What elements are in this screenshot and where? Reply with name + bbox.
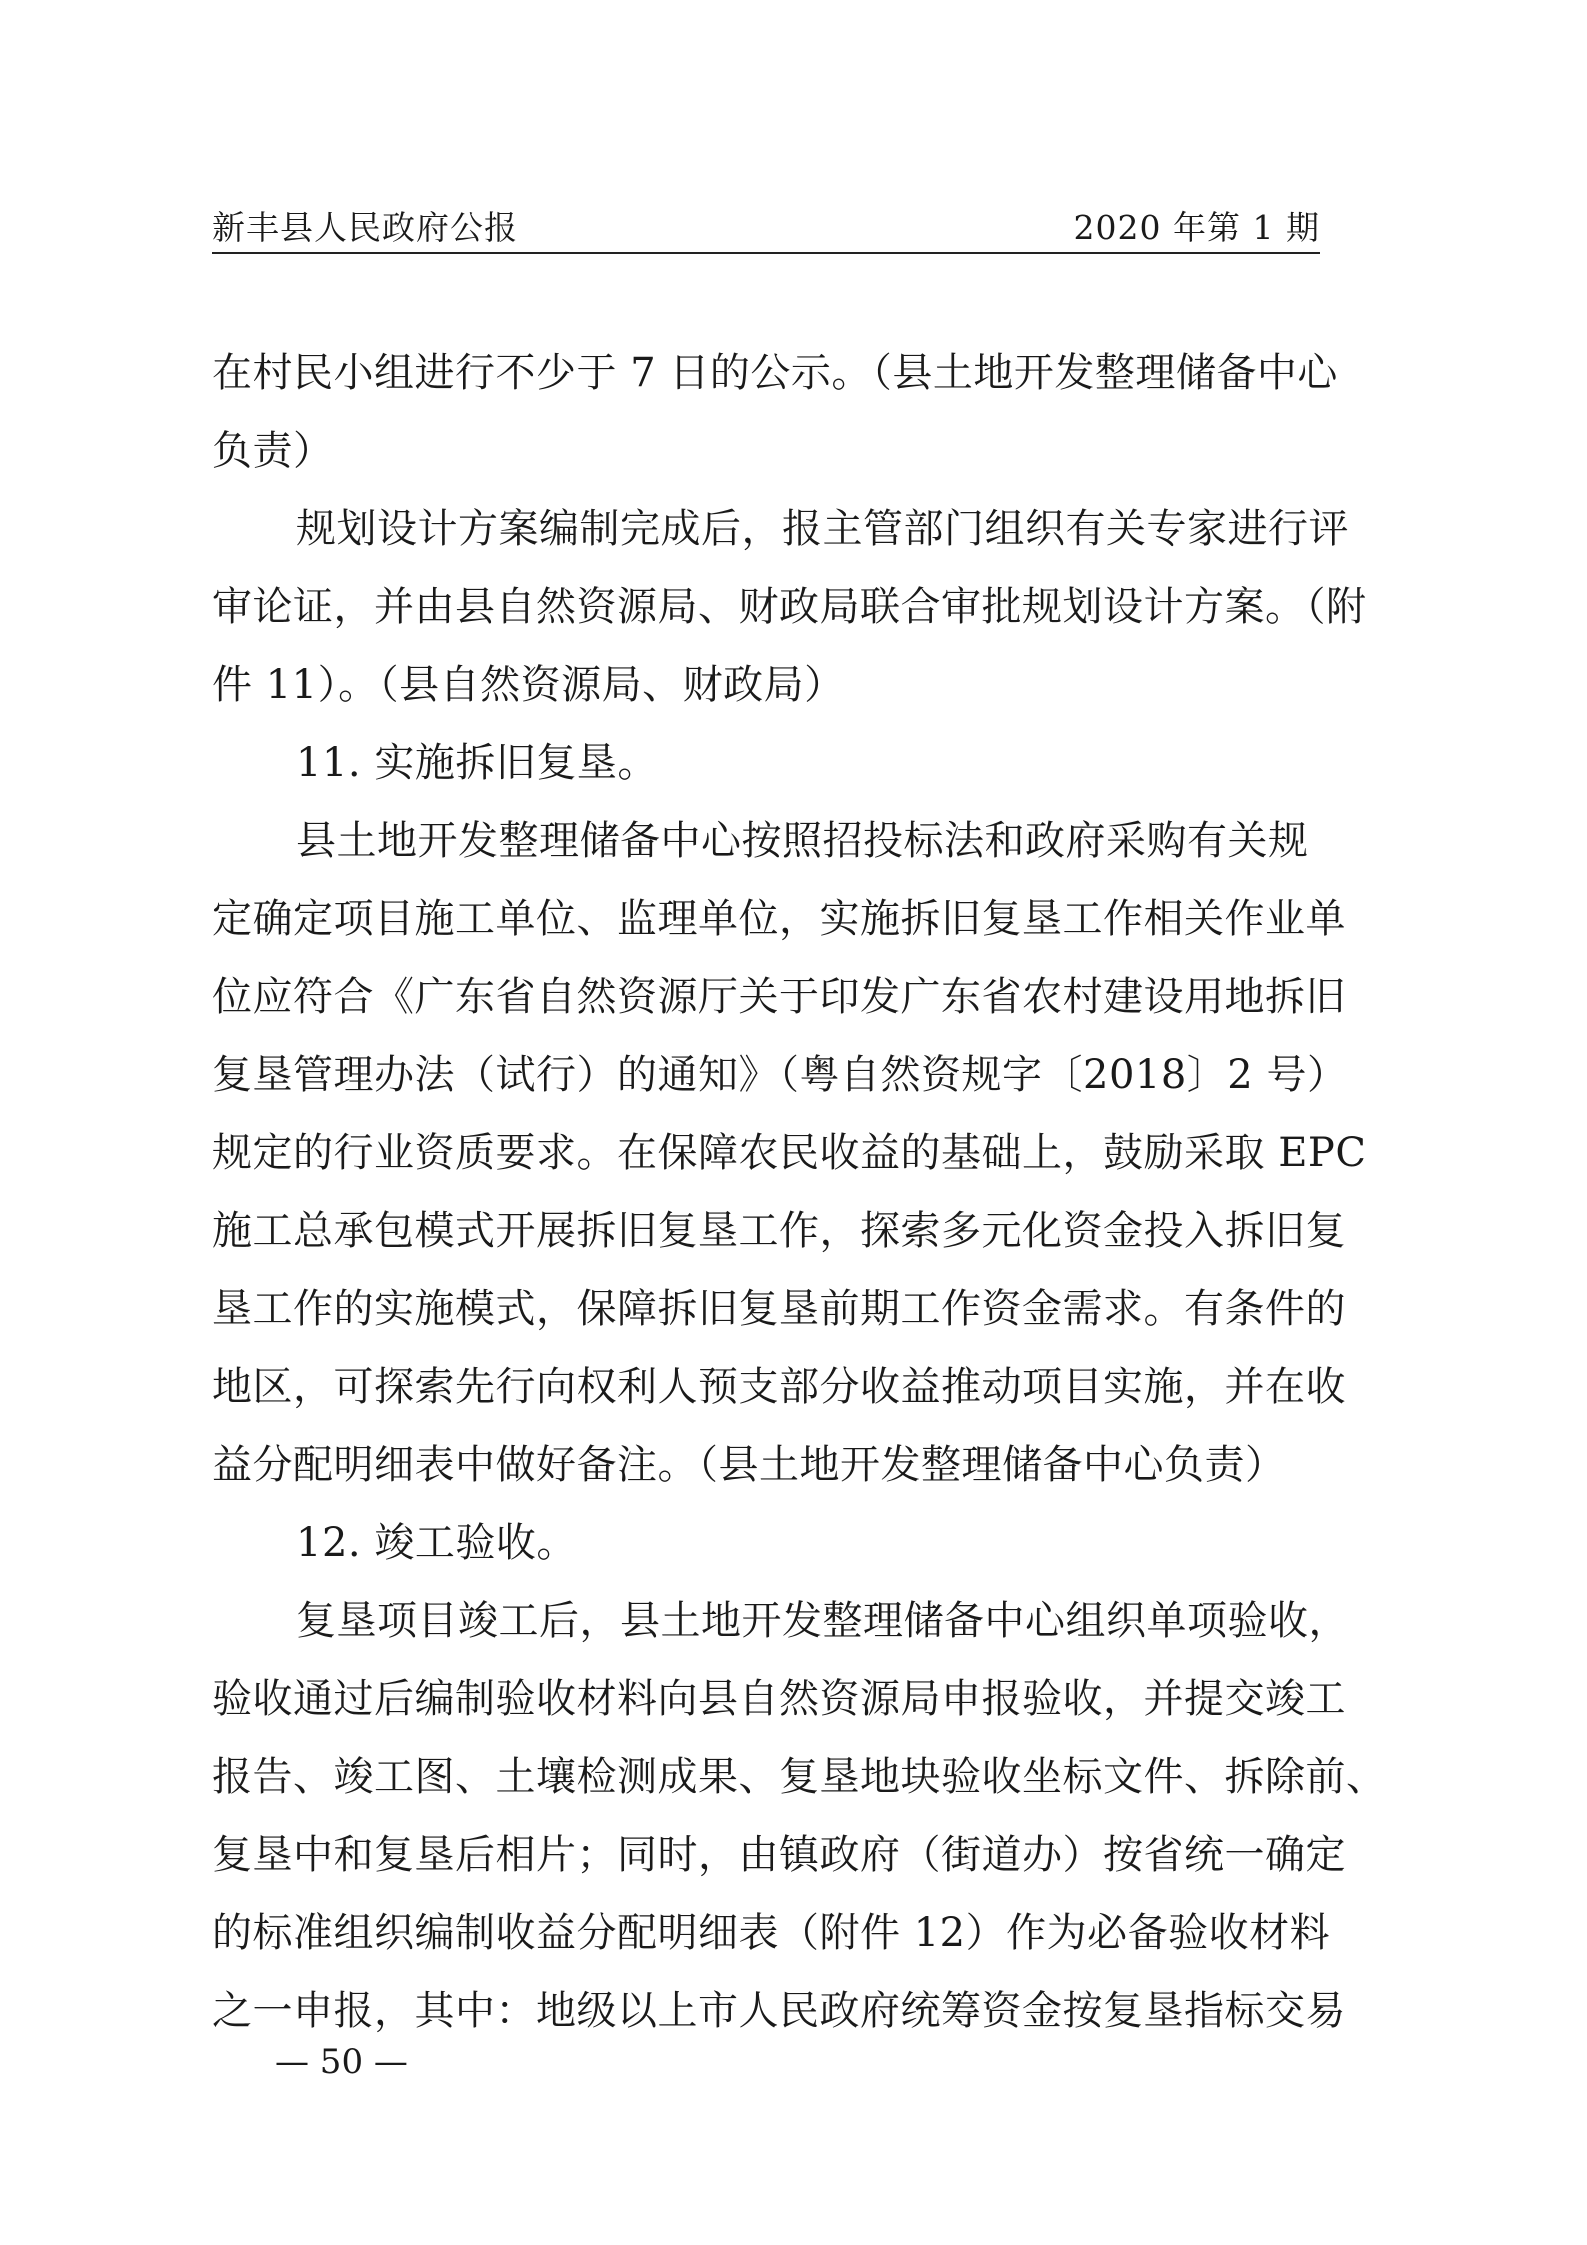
text-line: 的标准组织编制收益分配明细表（附件 12）作为必备验收材料 bbox=[212, 1910, 1331, 1956]
page-header bbox=[212, 196, 1320, 254]
text-line: 垦工作的实施模式，保障拆旧复垦前期工作资金需求。有条件的 bbox=[212, 1286, 1346, 1332]
text-line: 施工总承包模式开展拆旧复垦工作，探索多元化资金投入拆旧复 bbox=[212, 1208, 1346, 1254]
publication-title: 新丰县人民政府公报 bbox=[212, 208, 518, 247]
text-line: 复垦中和复垦后相片；同时，由镇政府（街道办）按省统一确定 bbox=[212, 1832, 1346, 1878]
text-line: 验收通过后编制验收材料向县自然资源局申报验收，并提交竣工 bbox=[212, 1676, 1346, 1722]
text-line: 审论证，并由县自然资源局、财政局联合审批规划设计方案。（附 bbox=[212, 584, 1367, 630]
section-heading: 11. 实施拆旧复垦。 bbox=[296, 740, 658, 786]
text-line: 件 11）。（县自然资源局、财政局） bbox=[212, 662, 845, 708]
text-line: 地区，可探索先行向权利人预支部分收益推动项目实施，并在收 bbox=[212, 1364, 1346, 1410]
text-line: 益分配明细表中做好备注。（县土地开发整理储备中心负责） bbox=[212, 1442, 1286, 1488]
text-line: 规划设计方案编制完成后，报主管部门组织有关专家进行评 bbox=[296, 506, 1349, 552]
section-heading: 12. 竣工验收。 bbox=[296, 1520, 577, 1566]
text-line: 报告、竣工图、土壤检测成果、复垦地块验收坐标文件、拆除前、 bbox=[212, 1754, 1387, 1800]
text-line: 负责） bbox=[212, 428, 334, 474]
text-line: 定确定项目施工单位、监理单位，实施拆旧复垦工作相关作业单 bbox=[212, 896, 1346, 942]
page-number: — 50 — bbox=[275, 2042, 408, 2082]
text-line: 位应符合《广东省自然资源厅关于印发广东省农村建设用地拆旧 bbox=[212, 974, 1346, 1020]
text-line: 县土地开发整理储备中心按照招投标法和政府采购有关规 bbox=[296, 818, 1309, 864]
text-line: 在村民小组进行不少于 7 日的公示。（县土地开发整理储备中心 bbox=[212, 350, 1338, 396]
text-line: 复垦管理办法（试行）的通知》（粤自然资规字〔2018〕2 号） bbox=[212, 1052, 1348, 1098]
body-text bbox=[212, 334, 1387, 2050]
issue-number: 2020 年第 1 期 bbox=[1073, 208, 1320, 247]
text-line: 规定的行业资质要求。在保障农民收益的基础上，鼓励采取 EPC bbox=[212, 1130, 1367, 1176]
text-line: 复垦项目竣工后，县土地开发整理储备中心组织单项验收， bbox=[296, 1598, 1349, 1644]
text-line: 之一申报，其中：地级以上市人民政府统筹资金按复垦指标交易 bbox=[212, 1988, 1346, 2034]
